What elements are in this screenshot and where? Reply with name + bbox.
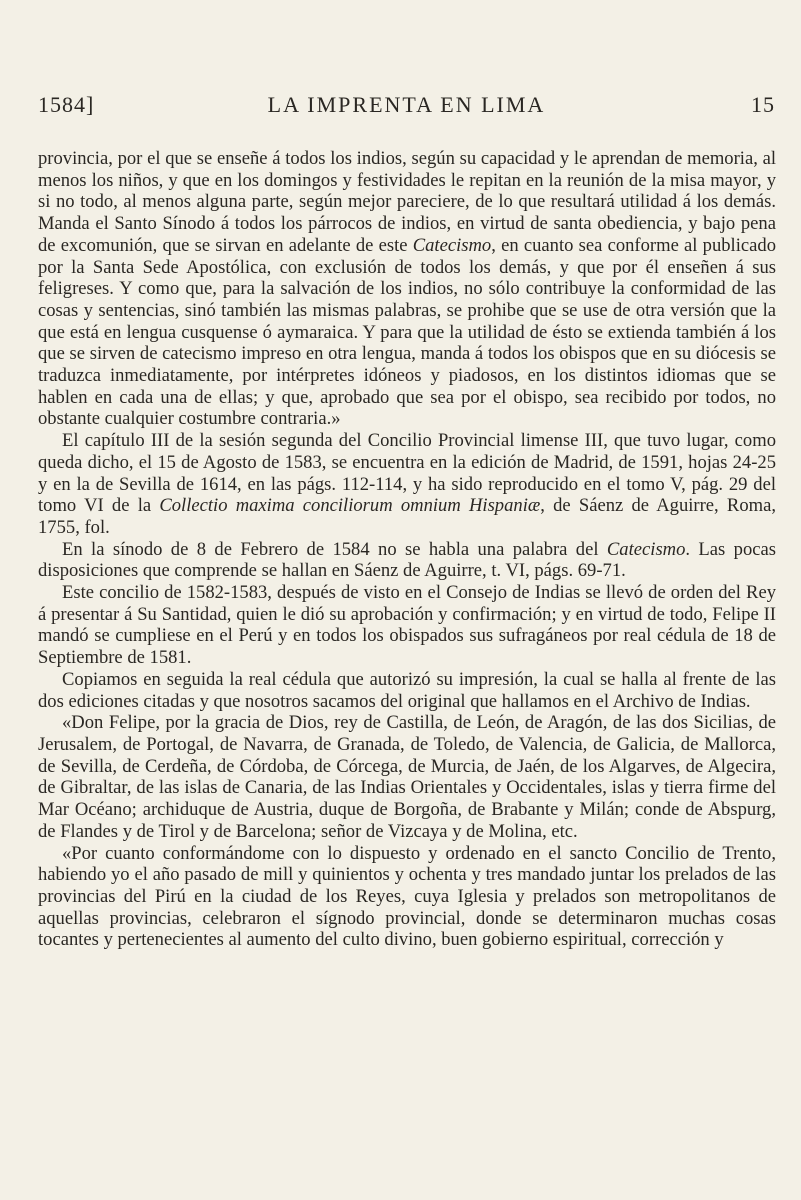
paragraph [38, 712, 776, 842]
paragraph [38, 582, 776, 669]
paragraph [38, 539, 776, 582]
paragraph-text: Este concilio de 1582-1583, después de visto en el Consejo de Indias se llevó de orden del Rey á presentar á Su Santidad, quien le dió su aprobación y confirmación; y en virtud de todo, Felipe II mandó se cumpliese en el Perú y en todos los obispados sus sufragáneos por real cédula de 18 de Septiembre de 1581. [38, 582, 776, 669]
paragraph-text: El capítulo III de la sesión segunda del Concilio Provincial limense III, que tuvo lugar, como queda dicho, el 15 de Agosto de 1583, se encuentra en la edición de Madrid, de 1591, hojas 24-25 y en la de Sevilla de 1614, en las págs. 112-114, y ha sido reproducido en el tomo V, pág. 29 del tomo VI de la [38, 430, 776, 517]
paragraph-text: «Don Felipe, por la gracia de Dios, rey de Castilla, de León, de Aragón, de las dos Sicilias, de Jerusalem, de Portogal, de Navarra, de Granada, de Toledo, de Valencia, de Galicia, de Mallorca, de Sevilla, de Cerdeña, de Córdoba, de Córcega, de Murcia, de Jaén, de los Algarves, de Algecira, de Gibraltar, de las islas de Canaria, de las Indias Orientales y Occidentales, islas y tierra firme del Mar Océano; archiduque de Austria, duque de Borgoña, de Brabante y Milán; conde de Abspurg, de Flandes y de Tirol y de Barcelona; señor de Vizcaya y de Molina, etc. [38, 712, 776, 842]
running-head-year: 1584] [38, 92, 95, 117]
page-number: 15 [751, 92, 775, 117]
paragraph [38, 669, 776, 712]
paragraph-text: «Por cuanto conformándome con lo dispuesto y ordenado en el sancto Concilio de Trento, habiendo yo el año pasado de mill y quinientos y ochenta y tres mandado juntar los prelados de las provincias del Pirú en la ciudad de los Reyes, cuya Iglesia y prelados son metropolitanos de aquellas provincias, celebraron el sígnodo provincial, donde se determinaron muchas cosas tocantes y pertenecientes al aumento del culto divino, buen gobierno espiritual, corrección y [38, 842, 776, 951]
paragraph-text: , en cuanto sea conforme al publicado por la Santa Sede Apostólica, con exclusión de todos los demás, y que por él enseñen á sus feligreses. Y como que, para la salvación de los indios, no sólo contribuye la conformidad de las cosas y sentencias, sinó también las mismas palabras, se prohibe que se use de otra versión que la que está en lengua cusquense ó aymaraica. Y para que la utilidad de ésto se extienda también á los que se sirven de catecismo impreso en otra lengua, manda á todos los obispos que en su diócesis se traduzca inmediatamente, por intérpretes idóneos y piadosos, en los distintos idiomas que se hablen en cada una de ellas; y que, aprobado que sea por el obispo, sea recibido por todos, no obstante cualquier costumbre contraria.» [38, 234, 776, 430]
italic-title: Catecismo [412, 234, 492, 256]
italic-title: Catecismo [606, 538, 686, 560]
paragraph-text: provincia, por el que se enseñe á todos los indios, según su capacidad y le aprendan de memoria, al menos los niños, y que en los domingos y festividades le repitan en la reunión de la misa mayor, y si no todo, al menos alguna parte, según mejor pareciere, de lo que resultará utilidad á los demás. Manda el Santo Sínodo á todos los párrocos de indios, en virtud de santa obediencia, y bajo pena de excomunión, que se sirvan en adelante de este [38, 148, 776, 256]
running-head-title: LA IMPRENTA EN LIMA [267, 92, 546, 117]
paragraph [38, 430, 776, 539]
paragraph [38, 843, 776, 952]
running-head [38, 92, 775, 126]
paragraph-text: , de Sáenz de Aguirre, Roma, 1755, fol. [38, 495, 776, 538]
paragraph-text: Copiamos en seguida la real cédula que autorizó su impresión, la cual se halla al frente de las dos ediciones citadas y que nosotros sacamos del original que hallamos en el Archivo de Indias. [38, 668, 776, 712]
italic-title: Collectio maxima conciliorum omnium Hispaniæ [159, 495, 541, 517]
body-text [38, 148, 776, 951]
paragraph [38, 148, 776, 430]
paragraph-text: En la sínodo de 8 de Febrero de 1584 no se habla una palabra del [62, 538, 607, 560]
paragraph-text: . Las pocas disposiciones que comprende se hallan en Sáenz de Aguirre, t. VI, págs. 69-71. [38, 538, 776, 582]
